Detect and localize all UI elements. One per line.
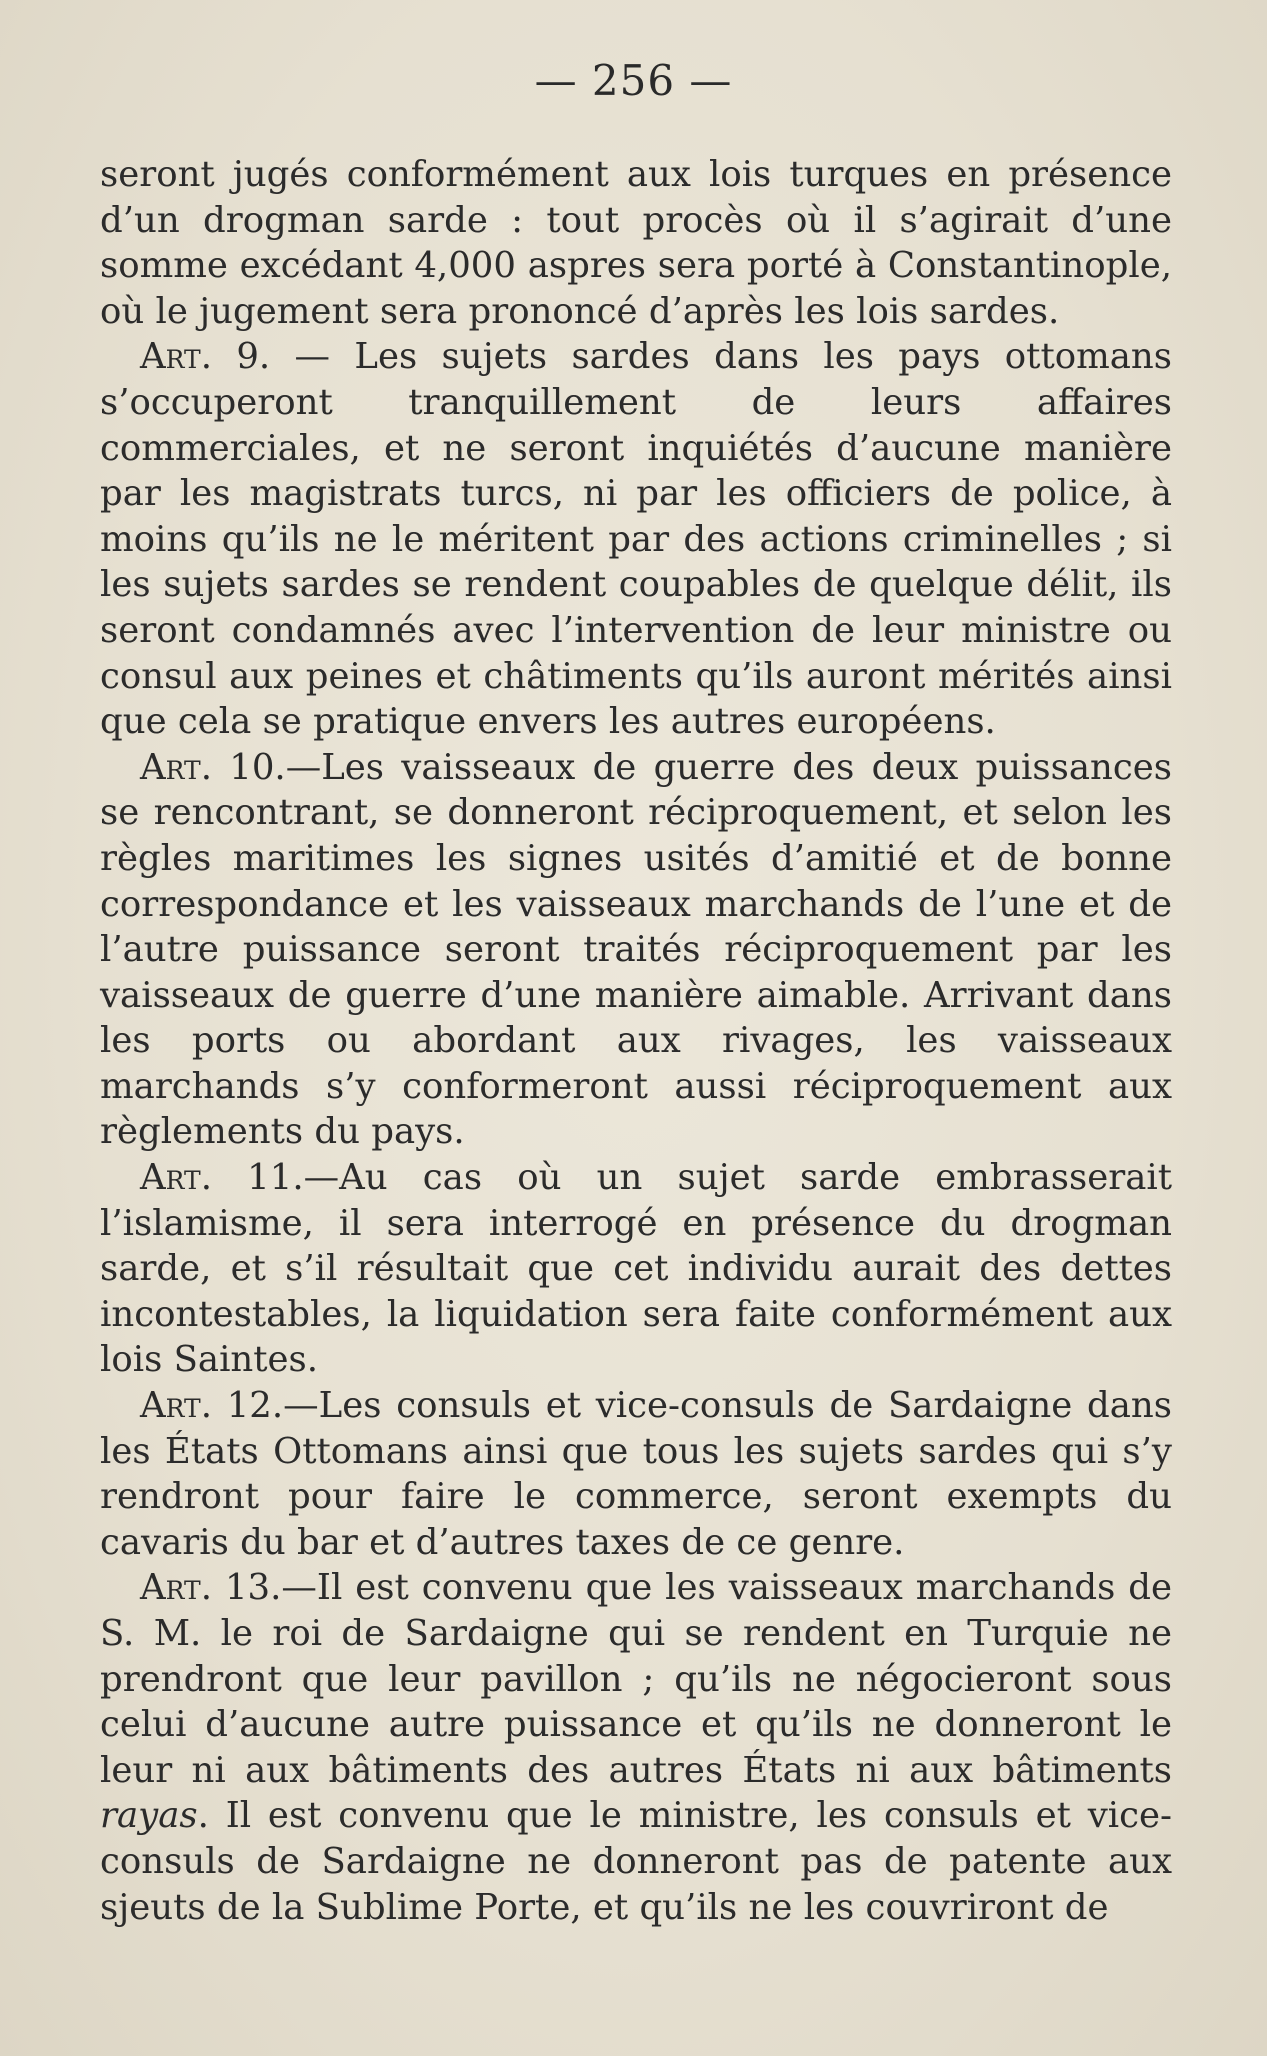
article-text: —Les vaisseaux de guerre des deux puissances se rencontrant, se donneront réciproquement, et selon les règles maritimes les signes usités d’amitié et de bonne correspondance et les vaisseaux marchands de l’une et de l’autre puissance seront traités réciproquement par les vaisseaux de guerre d’une manière aimable. Arrivant dans les ports ou abordant aux rivages, les vaisseaux marchands s’y conformeront aussi réciproquement aux règlements du pays. [100, 746, 1172, 1153]
article-11 [100, 1155, 1172, 1383]
article-italic-term: rayas [100, 1795, 198, 1837]
article-text: —Il est convenu que les vaisseaux marchands de S. M. le roi de Sardaigne qui se rendent en Turquie ne prendront que leur pavillon ; qu’ils ne négocieront sous celui d’aucune autre puissance et qu’ils ne donneront le leur ni aux bâtiments des autres États ni aux bâtiments [100, 1567, 1172, 1791]
article-text-continued: . Il est convenu que le ministre, les consuls et vice-consuls de Sardaigne ne donneront pas de patente aux sjeuts de la Sublime Porte, et qu’ils ne les couvriront de [100, 1795, 1172, 1928]
article-label: Art. 9. [140, 336, 271, 378]
article-10 [100, 745, 1172, 1155]
body-text [100, 152, 1172, 1930]
article-label: Art. 11. [140, 1157, 304, 1199]
article-13 [100, 1565, 1172, 1930]
page-number: — 256 — [534, 56, 733, 105]
article-12 [100, 1383, 1172, 1565]
article-text: — Les sujets sardes dans les pays ottomans s’occuperont tranquillement de leurs affaires commerciales, et ne seront inquiétés d’aucune manière par les magistrats turcs, ni par les officiers de police, à moins qu’ils ne le méritent par des actions criminelles ; si les sujets sardes se rendent coupables de quelque délit, ils seront condamnés avec l’intervention de leur ministre ou consul aux peines et châtiments qu’ils auront mérités ainsi que cela se pratique envers les autres européens. [100, 336, 1172, 743]
article-9 [100, 334, 1172, 744]
article-label: Art. 12. [140, 1385, 284, 1427]
paragraph-text: seront jugés conformément aux lois turques en présence d’un drogman sarde : tout procès où il s’agirait d’une somme excédant 4,000 aspres sera porté à Constantinople, où le jugement sera prononcé d’après les lois sardes. [100, 154, 1172, 332]
paragraph-continuation [100, 152, 1172, 334]
article-text: —Au cas où un sujet sarde embrasserait l’islamisme, il sera interrogé en présence du drogman sarde, et s’il résultait que cet individu aurait des dettes incontestables, la liquidation sera faite conformément aux lois Saintes. [100, 1157, 1172, 1381]
article-label: Art. 13. [140, 1567, 282, 1609]
article-label: Art. 10. [140, 746, 286, 788]
article-text: —Les consuls et vice-consuls de Sardaigne dans les États Ottomans ainsi que tous les sujets sardes qui s’y rendront pour faire le commerce, seront exempts du cavaris du bar et d’autres taxes de ce genre. [100, 1385, 1172, 1563]
